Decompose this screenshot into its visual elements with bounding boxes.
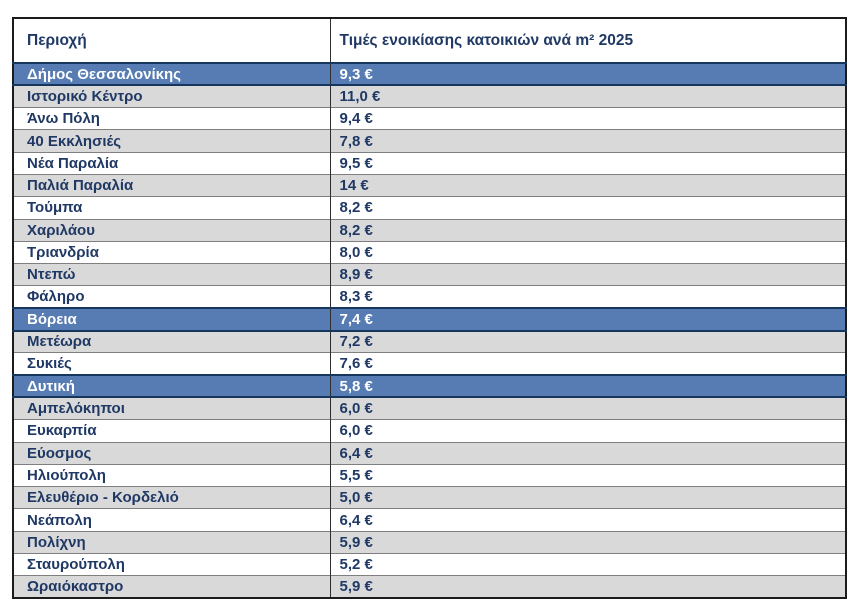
price-cell: 8,2 €	[339, 199, 373, 217]
area-cell: Άνω Πόλη	[13, 108, 330, 130]
area-cell: Εύοσμος	[13, 442, 330, 464]
price-cell: 8,0 €	[339, 244, 373, 262]
price-cell: 7,8 €	[339, 132, 373, 150]
table-row	[13, 331, 846, 353]
area-cell: Τριανδρία	[13, 241, 330, 263]
table-row-section	[13, 63, 846, 85]
price-cell: 9,4 €	[339, 110, 373, 128]
area-cell: Ευκαρπία	[13, 420, 330, 442]
table-row	[13, 353, 846, 375]
area-cell: Αμπελόκηποι	[13, 397, 330, 419]
table-row	[13, 241, 846, 263]
price-cell: 8,3 €	[339, 288, 373, 306]
price-cell: 8,9 €	[339, 266, 373, 284]
area-cell: Ελευθέριο - Κορδελιό	[13, 487, 330, 509]
table-row	[13, 219, 846, 241]
area-cell: Βόρεια	[13, 308, 330, 330]
price-cell: 8,2 €	[339, 221, 373, 239]
area-cell: Φάληρο	[13, 286, 330, 308]
price-cell: 6,0 €	[339, 400, 373, 418]
table-row	[13, 85, 846, 107]
area-cell: Τούμπα	[13, 197, 330, 219]
table-row	[13, 264, 846, 286]
price-cell: 6,4 €	[339, 511, 373, 529]
price-cell: 5,2 €	[339, 556, 373, 574]
area-cell: Σταυρούπολη	[13, 554, 330, 576]
header-row	[13, 18, 846, 63]
table-row	[13, 108, 846, 130]
price-column-header: Τιμές ενοικίασης κατοικιών ανά m² 2025	[339, 31, 634, 49]
table-row	[13, 397, 846, 419]
price-cell: 6,4 €	[339, 444, 373, 462]
table-body	[13, 63, 846, 598]
area-cell: Δυτική	[13, 375, 330, 397]
table-row	[13, 554, 846, 576]
table-row-section	[13, 308, 846, 330]
table-row	[13, 174, 846, 196]
area-cell: Δήμος Θεσσαλονίκης	[13, 63, 330, 85]
table-row	[13, 531, 846, 553]
rent-prices-table	[12, 17, 847, 599]
area-cell: Μετέωρα	[13, 331, 330, 353]
area-cell: Νέα Παραλία	[13, 152, 330, 174]
area-cell: Ωραιόκαστρο	[13, 576, 330, 598]
table-row	[13, 197, 846, 219]
price-cell: 5,5 €	[339, 466, 373, 484]
table-row	[13, 576, 846, 598]
price-cell: 7,6 €	[339, 355, 373, 373]
price-cell: 5,0 €	[339, 489, 373, 507]
area-cell: Πολίχνη	[13, 531, 330, 553]
area-cell: Ηλιούπολη	[13, 464, 330, 486]
price-cell: 9,5 €	[339, 154, 373, 172]
price-cell: 5,9 €	[339, 533, 373, 551]
area-cell: Ντεπώ	[13, 264, 330, 286]
area-cell: Συκιές	[13, 353, 330, 375]
table-row	[13, 509, 846, 531]
table-row	[13, 286, 846, 308]
table-row	[13, 464, 846, 486]
area-cell: Νεάπολη	[13, 509, 330, 531]
table-row	[13, 152, 846, 174]
table-row	[13, 442, 846, 464]
price-cell: 5,8 €	[339, 377, 373, 395]
price-cell: 9,3 €	[339, 65, 373, 83]
area-column-header: Περιοχή	[13, 18, 330, 63]
area-cell: Ιστορικό Κέντρο	[13, 85, 330, 107]
table-row-section	[13, 375, 846, 397]
price-cell: 11,0 €	[339, 88, 381, 106]
table-row	[13, 420, 846, 442]
price-cell: 14 €	[339, 177, 369, 195]
area-cell: Παλιά Παραλία	[13, 174, 330, 196]
area-cell: 40 Εκκλησιές	[13, 130, 330, 152]
rent-prices-table-container	[12, 17, 847, 599]
price-cell: 6,0 €	[339, 422, 373, 440]
table-header	[13, 18, 846, 63]
area-cell: Χαριλάου	[13, 219, 330, 241]
price-cell: 7,4 €	[339, 310, 373, 328]
price-cell: 7,2 €	[339, 333, 373, 351]
price-cell: 5,9 €	[339, 578, 373, 596]
table-row	[13, 487, 846, 509]
table-row	[13, 130, 846, 152]
